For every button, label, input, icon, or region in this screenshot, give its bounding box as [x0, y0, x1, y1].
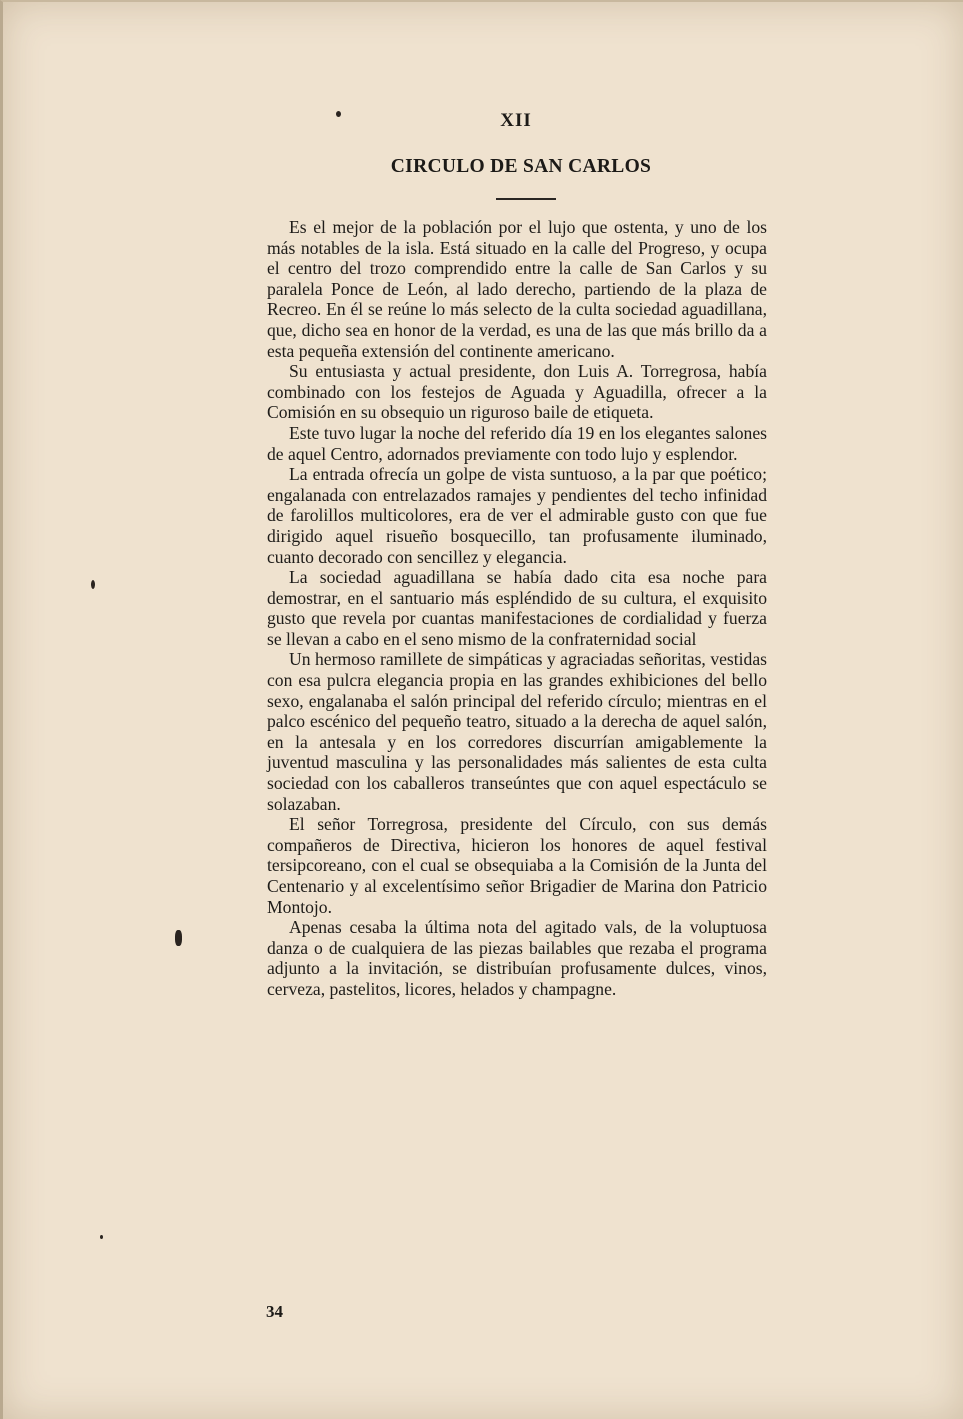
ink-speck [175, 930, 182, 946]
paragraph: Es el mejor de la población por el lujo que ostenta, y uno de los más notables de la isla. Está situado en la calle del Progreso, y ocupa el centro del trozo comprendido entre la calle de San Carlos y su paralela Ponce de León, al lado derecho, partiendo de la plaza de Recreo. En él se reúne lo más selecto de la culta sociedad aguadillana, que, dicho sea en honor de la verdad, es una de las que más brillo da a esta pequeña extensión del continente americano. [267, 217, 767, 361]
chapter-body [267, 217, 767, 1000]
title-divider [496, 198, 556, 200]
paragraph: Este tuvo lugar la noche del referido día 19 en los elegantes salones de aquel Centro, adornados previamente con todo lujo y esplendor. [267, 422, 767, 464]
paragraph: Su entusiasta y actual presidente, don Luis A. Torregrosa, había combinado con los festejos de Aguada y Aguadilla, ofrecer a la Comisión en su obsequio un riguroso baile de etiqueta. [267, 361, 767, 423]
chapter-title: CIRCULO DE SAN CARLOS [390, 156, 652, 177]
ink-speck [100, 1235, 103, 1239]
ink-speck [91, 580, 95, 589]
paragraph: El señor Torregrosa, presidente del Círculo, con sus demás compañeros de Directiva, hicieron los honores de aquel festival tersipcoreano, con el cual se obsequiaba a la Comisión de la Junta del Centenario y al excelentísimo señor Brigadier de Marina don Patricio Montojo. [267, 814, 767, 917]
chapter-number: XII [500, 110, 532, 131]
paragraph: La sociedad aguadillana se había dado cita esa noche para demostrar, en el santuario más espléndido de su cultura, el exquisito gusto que revela por cuantas manifestaciones de cordialidad y fuerza se llevan a cabo en el seno mismo de la confraternidad social [267, 567, 767, 649]
paragraph: Apenas cesaba la última nota del agitado vals, de la voluptuosa danza o de cualquiera de las piezas bailables que rezaba el programa adjunto a la invitación, se distribuían profusamente dulces, vinos, cerveza, pastelitos, licores, helados y champagne. [267, 917, 767, 999]
ink-speck [336, 111, 341, 117]
paragraph: La entrada ofrecía un golpe de vista suntuoso, a la par que poético; engalanada con entrelazados ramajes y pendientes del techo infinidad de farolillos multicolores, era de ver el admirable gusto con que fue dirigido aquel risueño bosquecillo, tan profusamente iluminado, cuanto decorado con sencillez y elegancia. [267, 464, 767, 567]
paragraph: Un hermoso ramillete de simpáticas y agraciadas señoritas, vestidas con esa pulcra elegancia propia en las grandes exhibiciones del bello sexo, engalanaba el salón principal del referido círculo; mientras en el palco escénico del pequeño teatro, situado a la derecha de aquel salón, en la antesala y en los corredores discurrían amigablemente la juventud masculina y las personalidades más salientes de esta culta sociedad con los caballeros transeúntes que con aquel espectáculo se solazaban. [267, 649, 767, 814]
page-number: 34 [266, 1302, 283, 1321]
